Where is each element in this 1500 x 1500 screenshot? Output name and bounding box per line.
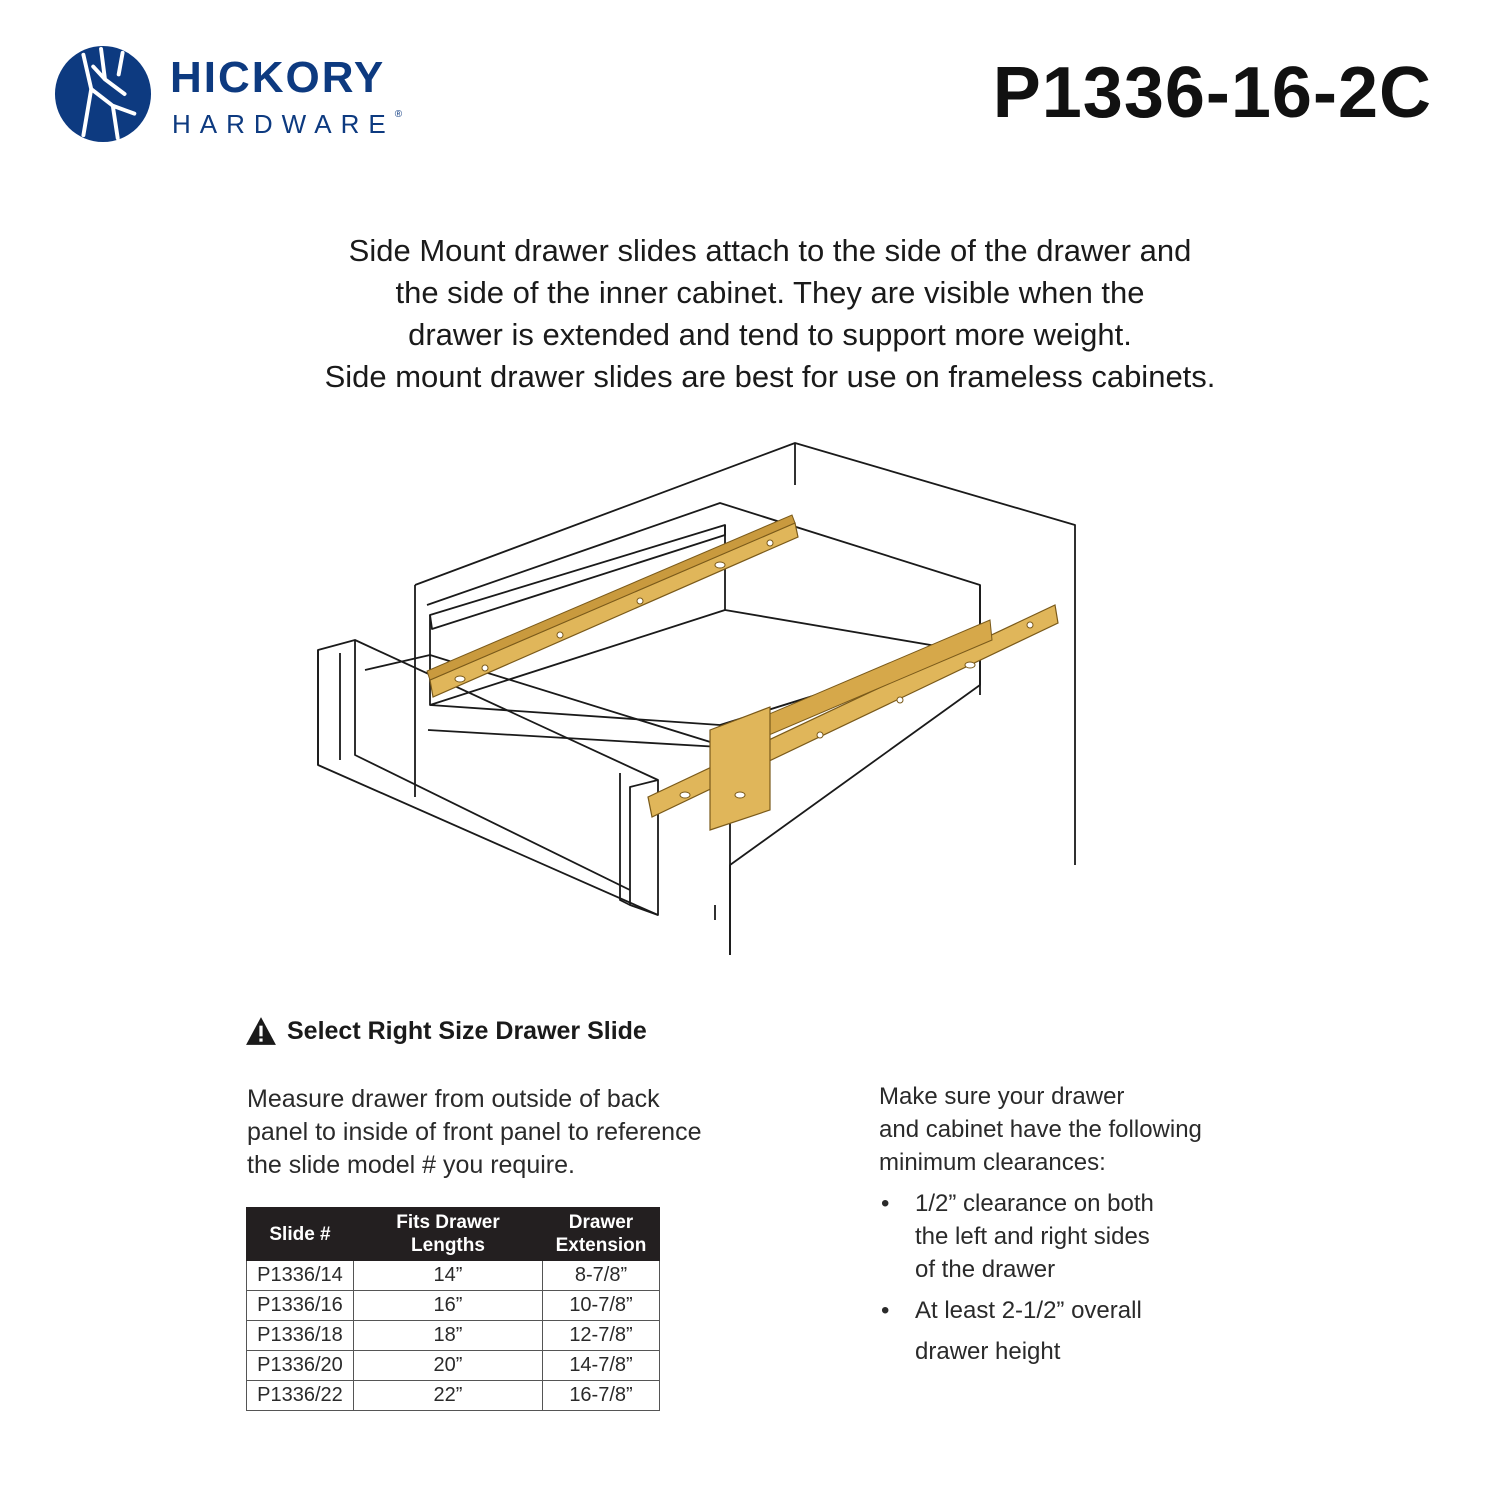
list-item: • At least 2-1/2” overall drawer height — [879, 1294, 1299, 1368]
cell-extension: 8-7/8” — [543, 1261, 660, 1291]
cell-slide: P1336/18 — [247, 1321, 354, 1351]
lead-line: minimum clearances: — [879, 1149, 1106, 1176]
table-header-row — [247, 1208, 660, 1261]
table-row — [247, 1291, 660, 1321]
cell-length: 14” — [354, 1261, 543, 1291]
table-row — [247, 1321, 660, 1351]
cell-length: 18” — [354, 1321, 543, 1351]
hickory-leaf-logo-icon — [54, 45, 152, 143]
cell-extension: 12-7/8” — [543, 1321, 660, 1351]
drawer-bottom-edge — [428, 725, 720, 747]
intro-line: the side of the inner cabinet. They are visible when the — [395, 275, 1145, 310]
measure-instructions — [247, 1083, 847, 1182]
far-slide-rail — [427, 515, 798, 697]
brand-logo — [54, 45, 414, 145]
clearance-lead — [879, 1080, 1299, 1179]
intro-line: Side Mount drawer slides attach to the side of the drawer and — [348, 233, 1192, 268]
registered-mark: ® — [394, 109, 403, 120]
clearance-list — [879, 1187, 1299, 1368]
lead-line: Make sure your drawer — [879, 1083, 1125, 1110]
cell-length: 22” — [354, 1381, 543, 1411]
cell-slide: P1336/16 — [247, 1291, 354, 1321]
cell-slide: P1336/14 — [247, 1261, 354, 1291]
cell-extension: 16-7/8” — [543, 1381, 660, 1411]
table-row — [247, 1261, 660, 1291]
cell-extension: 14-7/8” — [543, 1351, 660, 1381]
near-slide-rail — [648, 605, 1058, 830]
intro-line: Side mount drawer slides are best for use on frameless cabinets. — [324, 359, 1216, 394]
size-section-heading — [245, 1016, 647, 1046]
instruction-line: the slide model # you require. — [247, 1151, 575, 1179]
slide-size-table — [246, 1207, 660, 1411]
header-fits-lengths: Fits Drawer Lengths — [354, 1208, 543, 1261]
intro-line: drawer is extended and tend to support more weight. — [408, 317, 1132, 352]
cell-slide: P1336/22 — [247, 1381, 354, 1411]
brand-name-line1: HICKORY — [170, 53, 386, 102]
clearance-section — [879, 1080, 1299, 1376]
size-section-title: Select Right Size Drawer Slide — [287, 1016, 647, 1045]
table-row — [247, 1351, 660, 1381]
table-row — [247, 1381, 660, 1411]
cell-length: 16” — [354, 1291, 543, 1321]
cell-length: 20” — [354, 1351, 543, 1381]
instruction-line: panel to inside of front panel to reference — [247, 1118, 702, 1146]
drawer-slide-diagram — [300, 435, 1100, 965]
brand-name-line2: HARDWARE® — [172, 109, 403, 139]
header-extension: Drawer Extension — [543, 1208, 660, 1261]
cell-slide: P1336/20 — [247, 1351, 354, 1381]
lead-line: and cabinet have the following — [879, 1116, 1202, 1143]
model-number: P1336-16-2C — [992, 53, 1432, 133]
intro-paragraph — [150, 230, 1390, 398]
header-slide: Slide # — [247, 1208, 354, 1261]
drawer-front-inner — [355, 640, 630, 890]
cell-extension: 10-7/8” — [543, 1291, 660, 1321]
drawer-front-panel — [318, 640, 658, 915]
instruction-line: Measure drawer from outside of back — [247, 1085, 660, 1113]
list-item: • 1/2” clearance on both the left and right sides of the drawer — [879, 1187, 1299, 1286]
warning-icon — [245, 1016, 277, 1046]
